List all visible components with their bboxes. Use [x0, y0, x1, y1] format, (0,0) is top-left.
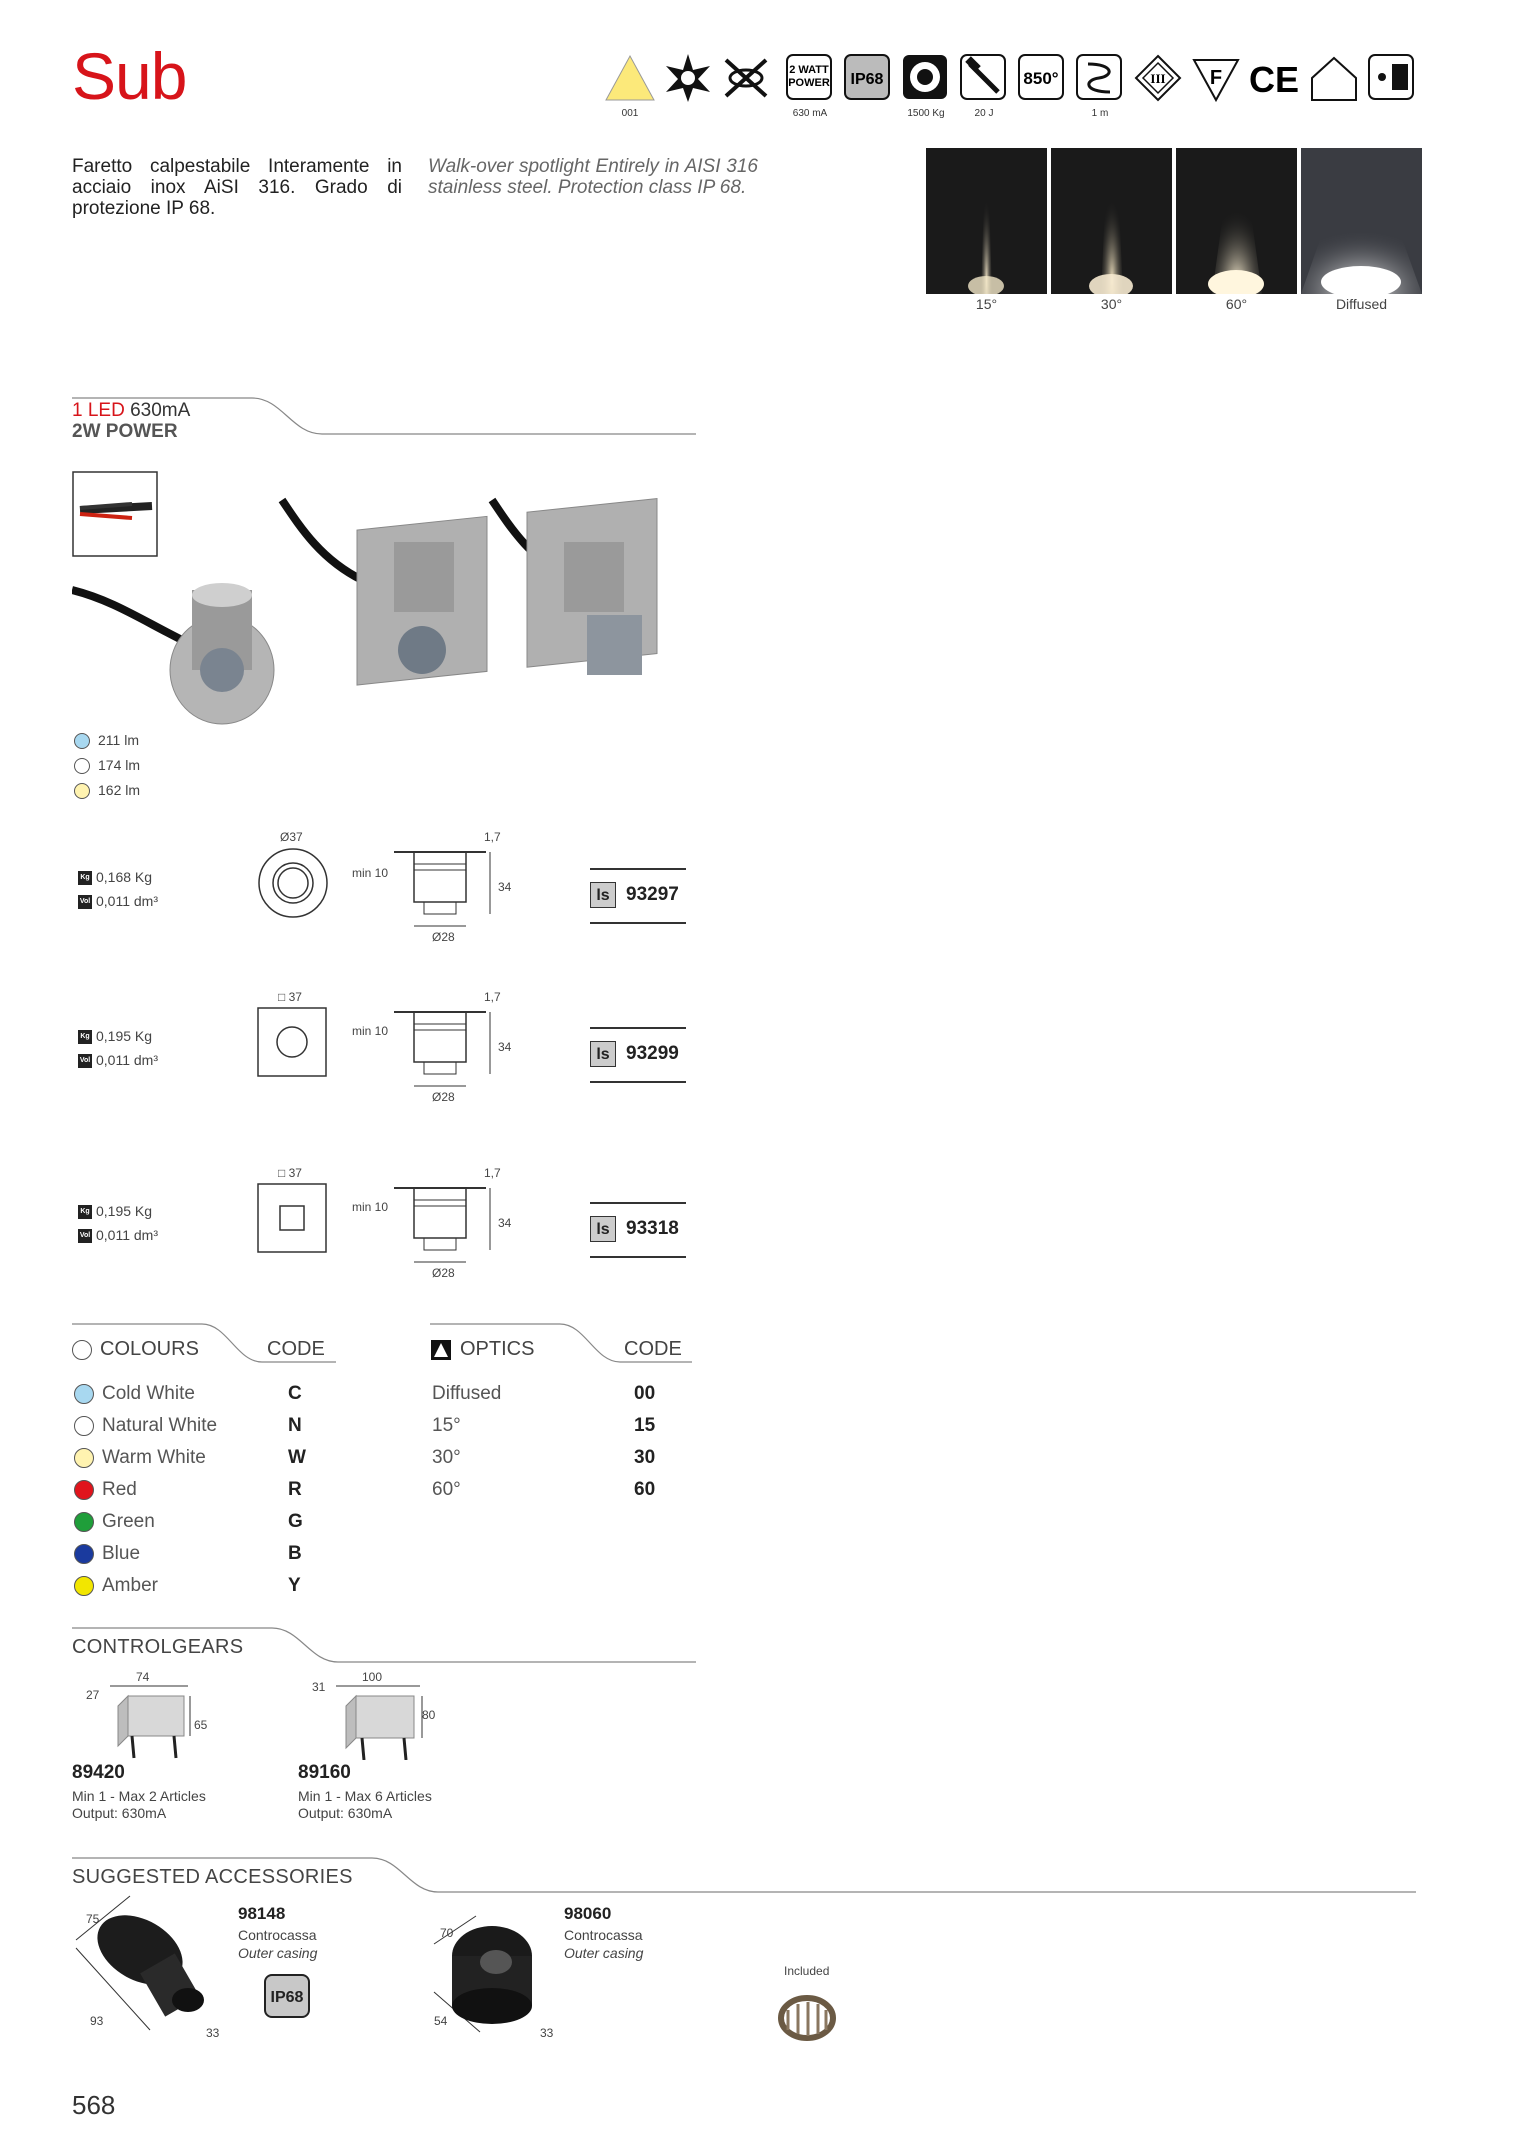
weight-row [78, 1025, 152, 1047]
base-dimension: Ø28 [432, 930, 455, 944]
spring-clip-image [776, 1990, 838, 2046]
cold-white-dot [74, 733, 90, 749]
accessory-name-en: Outer casing [238, 1945, 318, 1961]
colour-code: G [288, 1511, 303, 1532]
icon-label: 1500 Kg [907, 108, 945, 119]
svg-text:2 WATT: 2 WATT [789, 64, 829, 76]
svg-text:III: III [1150, 71, 1166, 86]
colour-code: R [288, 1479, 302, 1500]
remote-driver-icon [1366, 52, 1418, 104]
colour-swatch [74, 1544, 94, 1564]
colour-name: Cold White [102, 1383, 195, 1404]
code-prefix-icon: ls [590, 1041, 616, 1067]
ip68-badge: IP68 [264, 1974, 310, 2018]
optic-name: Diffused [432, 1383, 502, 1404]
controlgear-depth: 31 [312, 1680, 326, 1694]
weight-value: 0,195 Kg [96, 1203, 153, 1219]
lumen-value: 174 lm [98, 757, 141, 773]
front-dimension: Ø37 [280, 830, 303, 844]
volume-icon: Vol [78, 1054, 92, 1068]
led-star-icon [662, 52, 714, 104]
colour-row [74, 1445, 206, 1471]
controlgear-output: Output: 630mA [298, 1805, 393, 1821]
side-drawing [394, 1002, 498, 1090]
weight-row [78, 866, 152, 888]
product-code-box [590, 1027, 686, 1083]
colour-row [74, 1413, 217, 1439]
colour-code: Y [288, 1575, 301, 1596]
controlgear-depth: 27 [86, 1688, 100, 1702]
svg-text:CE: CE [1248, 59, 1300, 100]
colour-name: Natural White [102, 1415, 218, 1436]
volume-row [78, 1224, 158, 1246]
product-photo [72, 470, 700, 740]
beam-photo-15 [926, 148, 1047, 294]
weight-icon: Kg [78, 871, 92, 885]
icon-label: 20 J [974, 108, 994, 119]
min-depth: min 10 [352, 1024, 389, 1038]
colours-header [72, 1338, 199, 1361]
top-dimension: 1,7 [484, 830, 501, 844]
colour-row [74, 1381, 195, 1407]
certification-icon-row [604, 52, 1424, 142]
section-divider [72, 396, 696, 436]
colour-name: Blue [102, 1543, 141, 1564]
colour-row [74, 1509, 155, 1535]
house-icon [1308, 52, 1360, 104]
colour-swatch [74, 1576, 94, 1596]
colour-code: N [288, 1415, 302, 1436]
beam-label: 60° [1225, 296, 1248, 312]
ce-mark-icon [1246, 52, 1302, 104]
colour-row [74, 1573, 158, 1599]
weight-icon: Kg [78, 1205, 92, 1219]
colour-name: Red [102, 1479, 137, 1500]
colour-row [74, 1541, 140, 1567]
product-code: 93318 [626, 1218, 679, 1239]
volume-value: 0,011 dm³ [96, 893, 158, 909]
colour-name: Green [102, 1511, 155, 1532]
volume-icon: Vol [78, 1229, 92, 1243]
beam-photo-diffused [1301, 148, 1422, 294]
icon-label: 1 m [1091, 108, 1109, 119]
top-dimension: 1,7 [484, 1166, 501, 1180]
load-tyre-icon [900, 52, 952, 104]
volume-icon: Vol [78, 895, 92, 909]
colours-code-header: CODE [267, 1338, 325, 1360]
controlgear-image [104, 1684, 194, 1760]
colour-code: C [288, 1383, 302, 1404]
controlgear-code: 89420 [72, 1762, 125, 1783]
optic-name: 30° [432, 1447, 461, 1468]
ip68-icon [842, 52, 894, 104]
height-dimension: 34 [498, 1216, 512, 1230]
lumen-value: 162 lm [98, 782, 141, 798]
colour-code: W [288, 1447, 306, 1468]
colours-circle-icon [72, 1340, 92, 1360]
controlgear-spec: Min 1 - Max 2 Articles [72, 1788, 206, 1804]
optic-name: 15° [432, 1415, 461, 1436]
accessory-dimension: 75 [86, 1912, 100, 1926]
accessory-dimension: 93 [90, 2014, 104, 2028]
no-heat-icon [720, 52, 772, 104]
description-english: Walk-over spotlight Entirely in AISI 316 stainless steel. Protection class IP 68. [428, 156, 758, 198]
warm-white-dot [74, 783, 90, 799]
optic-name: 60° [432, 1479, 461, 1500]
cable-length-icon [1074, 52, 1126, 104]
svg-text:POWER: POWER [788, 77, 830, 89]
front-drawing-square [256, 1006, 330, 1080]
description-italian: Faretto calpestabile Interamente in acciaio inox AiSI 316. Grado di protezione IP 68. [72, 156, 402, 219]
accessory-name: Controcassa [564, 1927, 643, 1943]
colour-name: Amber [102, 1575, 158, 1596]
led-count: 1 LED [72, 400, 125, 421]
side-drawing [394, 1178, 498, 1266]
accessory-dimension: 33 [540, 2026, 554, 2040]
icon-label: 001 [621, 108, 639, 119]
warm-light-triangle-icon [604, 52, 656, 104]
colour-swatch [74, 1512, 94, 1532]
class-iii-icon [1132, 52, 1184, 104]
weight-icon: Kg [78, 1030, 92, 1044]
code-prefix-icon: ls [590, 882, 616, 908]
accessory-code: 98060 [564, 1904, 612, 1923]
accessory-image-98148 [70, 1890, 230, 2040]
front-drawing-round [256, 846, 330, 920]
optic-code: 15 [634, 1415, 656, 1436]
controlgear-height: 80 [422, 1708, 436, 1722]
controlgear-code: 89160 [298, 1762, 351, 1783]
controlgear-image [330, 1684, 426, 1760]
controlgear-spec: Min 1 - Max 6 Articles [298, 1788, 432, 1804]
colours-header-label: COLOURS [100, 1338, 199, 1360]
colour-swatch [74, 1384, 94, 1404]
beam-label: Diffused [1335, 296, 1388, 312]
product-code-box [590, 1202, 686, 1258]
volume-row [78, 1049, 158, 1071]
volume-value: 0,011 dm³ [96, 1227, 158, 1243]
page-number: 568 [72, 2090, 116, 2120]
beam-photo-30 [1051, 148, 1172, 294]
colour-swatch [74, 1448, 94, 1468]
lumen-value: 211 lm [98, 732, 139, 748]
optics-header-label: OPTICS [460, 1338, 535, 1360]
product-code: 93297 [626, 884, 679, 905]
controlgear-width: 74 [136, 1670, 150, 1684]
beam-label: 30° [1100, 296, 1123, 312]
accessory-dimension: 54 [434, 2014, 448, 2028]
volume-row [78, 890, 158, 912]
height-dimension: 34 [498, 1040, 512, 1054]
optic-code: 30 [634, 1447, 656, 1468]
2-watt-power-icon [784, 52, 836, 104]
svg-text:F: F [1209, 67, 1223, 89]
impact-hammer-icon [958, 52, 1010, 104]
svg-text:IP68: IP68 [850, 71, 884, 88]
accessory-dimension: 33 [206, 2026, 220, 2040]
volume-value: 0,011 dm³ [96, 1052, 158, 1068]
controlgear-height: 65 [194, 1718, 208, 1732]
accessory-code: 98148 [238, 1904, 286, 1923]
colour-swatch [74, 1480, 94, 1500]
included-label: Included [784, 1964, 830, 1978]
svg-text:850°: 850° [1023, 69, 1059, 88]
min-depth: min 10 [352, 1200, 389, 1214]
top-dimension: 1,7 [484, 990, 501, 1004]
natural-white-dot [74, 758, 90, 774]
product-code: 93299 [626, 1043, 679, 1064]
led-power: 2W POWER [72, 421, 178, 442]
colour-name: Warm White [102, 1447, 206, 1468]
controlgear-output: Output: 630mA [72, 1805, 167, 1821]
code-prefix-icon: ls [590, 1216, 616, 1242]
optics-header [430, 1338, 534, 1361]
lumen-row [74, 753, 140, 777]
optic-code: 60 [634, 1479, 656, 1500]
colour-code: B [288, 1543, 302, 1564]
weight-value: 0,195 Kg [96, 1028, 153, 1044]
lumen-row [74, 778, 140, 802]
side-drawing [394, 842, 498, 930]
base-dimension: Ø28 [432, 1266, 455, 1280]
controlgears-divider [72, 1626, 696, 1664]
accessories-header: SUGGESTED ACCESSORIES [72, 1866, 353, 1888]
accessory-dimension: 70 [440, 1926, 454, 1940]
optics-icon [430, 1339, 452, 1361]
product-code-box [590, 868, 686, 924]
weight-row [78, 1200, 152, 1222]
850-degree-icon [1016, 52, 1068, 104]
icon-label: 630 mA [792, 108, 828, 119]
accessory-name: Controcassa [238, 1927, 317, 1943]
page-title: Sub [72, 39, 187, 113]
beam-photo-60 [1176, 148, 1297, 294]
min-depth: min 10 [352, 866, 389, 880]
led-current: 630mA [130, 400, 191, 421]
weight-value: 0,168 Kg [96, 869, 153, 885]
controlgears-header: CONTROLGEARS [72, 1636, 244, 1658]
front-drawing-square-window [256, 1182, 330, 1256]
front-dimension: □ 37 [278, 990, 302, 1004]
beam-label: 15° [975, 296, 998, 312]
accessory-name-en: Outer casing [564, 1945, 644, 1961]
colour-row [74, 1477, 137, 1503]
optic-code: 00 [634, 1383, 656, 1404]
accessories-divider [72, 1856, 1416, 1894]
height-dimension: 34 [498, 880, 512, 894]
front-dimension: □ 37 [278, 1166, 302, 1180]
lumen-row [74, 728, 139, 752]
base-dimension: Ø28 [432, 1090, 455, 1104]
controlgear-width: 100 [362, 1670, 383, 1684]
accessory-image-98060 [420, 1900, 560, 2040]
colour-swatch [74, 1416, 94, 1436]
optics-code-header: CODE [624, 1338, 682, 1360]
f-mark-icon [1190, 52, 1242, 104]
